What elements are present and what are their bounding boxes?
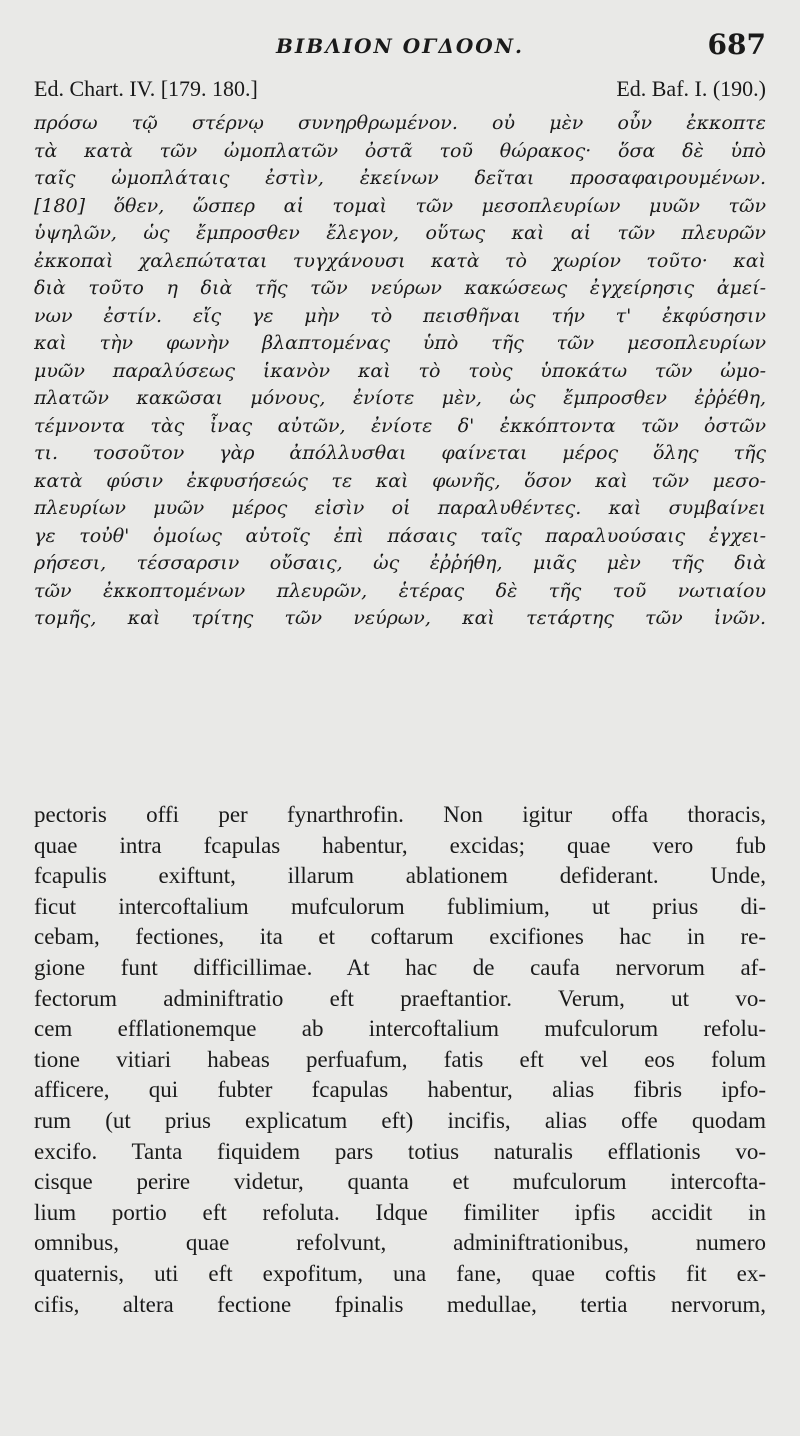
greek-text-block [34, 110, 766, 633]
greek-line: ἐκκοπαὶ χαλεπώταται τυγχάνουσι κατὰ τὸ χωρίον τοῦτο· καὶ [34, 249, 766, 272]
greek-line: τομῆς, καὶ τρίτης τῶν νεύρων, καὶ τετάρτης τῶν ἰνῶν. [34, 607, 766, 629]
running-title: ΒΙΒΛΙΟΝ ΟΓΔΟΟΝ. [276, 34, 524, 58]
latin-line: cifis, altera fectione fpinalis medullae, tertia nervorum, [34, 1291, 766, 1317]
greek-line: [180] ὅθεν, ὥσπερ αἱ τομαὶ τῶν μεσοπλευρίων μυῶν τῶν [34, 194, 766, 217]
latin-line: lium portio eft refoluta. Idque fimiliter ipfis accidit in [34, 1199, 766, 1225]
latin-line: omnibus, quae refolvunt, adminiftrationibus, numero [34, 1230, 766, 1256]
latin-line: fcapulis exiftunt, illarum ablationem defiderant. Unde, [34, 863, 766, 889]
latin-line: rum (ut prius explicatum eft) incifis, alias offe quodam [34, 1107, 766, 1133]
edition-line [34, 76, 766, 106]
greek-line: μυῶν παραλύσεως ἱκανὸν καὶ τὸ τοὺς ὑποκάτω τῶν ὠμο- [34, 359, 766, 382]
edition-reference-basel: Ed. Baf. I. (190.) [616, 76, 766, 101]
greek-line: ταῖς ὠμοπλάταις ἐστὶν, ἐκείνων δεῖται προσαφαιρουμένων. [34, 167, 766, 189]
latin-line: fectorum adminiftratio eft praeftantior. Verum, ut vo- [34, 985, 766, 1011]
greek-line: τὰ κατὰ τῶν ὠμοπλατῶν ὀστᾶ τοῦ θώρακος· ὅσα δὲ ὑπὸ [34, 139, 766, 162]
latin-line: quae intra fcapulas habentur, excidas; quae vero fub [34, 832, 766, 858]
greek-line: ρήσεσι, τέσσαρσιν οὔσαις, ὡς ἐῤῥήθη, μιᾶς μὲν τῆς διὰ [34, 552, 766, 574]
greek-line: νων ἐστίν. εἴς γε μὴν τὸ πεισθῆναι τήν τ' ἐκφύσησιν [34, 304, 766, 327]
latin-line: quaternis, uti eft expofitum, una fane, quae coftis fit ex- [34, 1260, 766, 1286]
greek-line: πλευρίων μυῶν μέρος εἰσὶν οἱ παραλυθέντες. καὶ συμβαίνει [34, 497, 766, 519]
greek-line: καὶ τὴν φωνὴν βλαπτομένας ὑπὸ τῆς τῶν μεσοπλευρίων [34, 332, 766, 354]
greek-line: κατὰ φύσιν ἐκφυσήσεώς τε καὶ φωνῆς, ὅσον καὶ τῶν μεσο- [34, 469, 766, 492]
edition-reference-chart: Ed. Chart. IV. [179. 180.] [34, 76, 258, 101]
latin-line: tione vitiari habeas perfuafum, fatis eft vel eos folum [34, 1046, 766, 1072]
latin-text-block [34, 800, 766, 1320]
greek-line: τι. τοσοῦτον γὰρ ἀπόλλυσθαι φαίνεται μέρος ὅλης τῆς [34, 442, 766, 464]
greek-line: διὰ τοῦτο η διὰ τῆς τῶν νεύρων κακώσεως ἐγχείρησις ἀμεί- [34, 277, 766, 299]
latin-line: gione funt difficillimae. At hac de caufa nervorum af- [34, 954, 766, 980]
greek-line: πρόσω τῷ στέρνῳ συνηρθρωμένον. οὐ μὲν οὖν ἐκκοπτε [34, 112, 766, 134]
latin-line: excifo. Tanta fiquidem pars totius naturalis efflationis vo- [34, 1138, 766, 1164]
latin-line: cebam, fectiones, ita et coftarum excifiones hac in re- [34, 924, 766, 950]
latin-line: cem efflationemque ab intercoftalium mufculorum refolu- [34, 1016, 766, 1042]
running-head [0, 28, 800, 68]
latin-line: pectoris offi per fynarthrofin. Non igitur offa thoracis, [34, 802, 766, 827]
latin-line: afficere, qui fubter fcapulas habentur, alias fibris ipfo- [34, 1077, 766, 1103]
latin-line: ficut intercoftalium mufculorum fublimium, ut prius di- [34, 893, 766, 919]
page-number: 687 [707, 28, 766, 61]
greek-line: τῶν ἐκκοπτομένων πλευρῶν, ἑτέρας δὲ τῆς τοῦ νωτιαίου [34, 579, 766, 602]
greek-line: γε τοὐθ' ὁμοίως αὐτοῖς ἐπὶ πάσαις ταῖς παραλυούσαις ἐγχει- [34, 524, 766, 547]
greek-line: τέμνοντα τὰς ἶνας αὐτῶν, ἐνίοτε δ' ἐκκόπτοντα τῶν ὀστῶν [34, 414, 766, 437]
greek-line: ὑψηλῶν, ὡς ἔμπροσθεν ἔλεγον, οὕτως καὶ αἱ τῶν πλευρῶν [34, 222, 766, 244]
greek-line: πλατῶν κακῶσαι μόνους, ἐνίοτε μὲν, ὡς ἔμπροσθεν ἐῤῥέθη, [34, 387, 766, 409]
latin-line: cisque perire videtur, quanta et mufculorum intercofta- [34, 1169, 766, 1195]
